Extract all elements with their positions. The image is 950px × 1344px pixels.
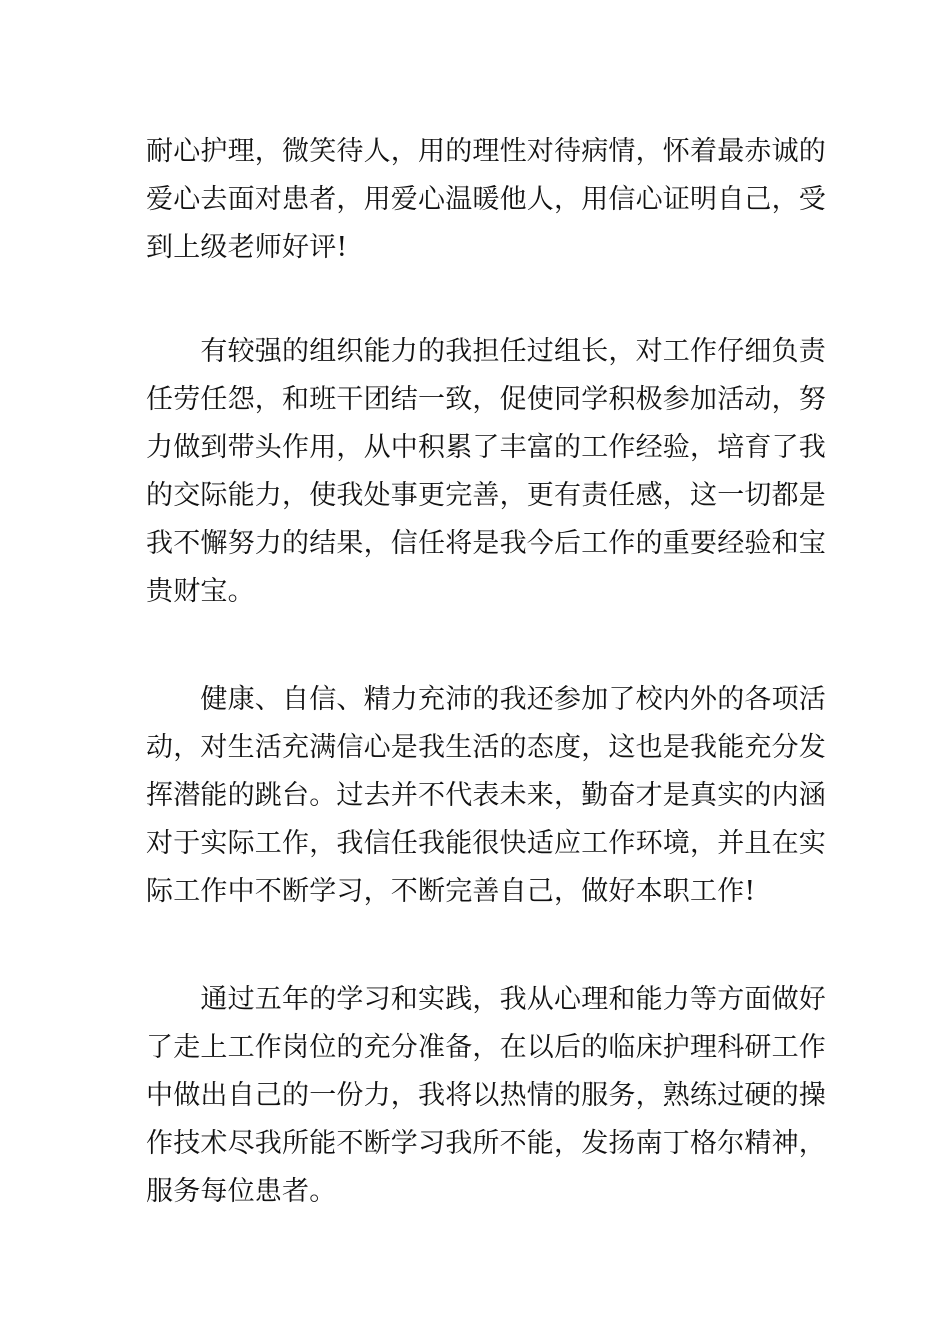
text-line: 中做出自己的一份力，我将以热情的服务，熟练过硬的操 [146, 1080, 826, 1111]
paragraph-1 [146, 128, 826, 272]
text-line: 动，对生活充满信心是我生活的态度，这也是我能充分发 [146, 732, 826, 763]
text-line: 健康、自信、精力充沛的我还参加了校内外的各项活 [146, 684, 826, 715]
text-line: 对于实际工作，我信任我能很快适应工作环境，并且在实 [146, 828, 826, 859]
text-line: 作技术尽我所能不断学习我所不能，发扬南丁格尔精神， [146, 1128, 826, 1159]
text-line: 耐心护理，微笑待人，用的理性对待病情，怀着最赤诚的 [146, 136, 826, 167]
text-line: 到上级老师好评! [146, 232, 348, 263]
text-line: 力做到带头作用，从中积累了丰富的工作经验，培育了我 [146, 432, 826, 463]
text-line: 我不懈努力的结果，信任将是我今后工作的重要经验和宝 [146, 528, 826, 559]
paragraph-3 [146, 676, 826, 916]
text-line: 通过五年的学习和实践，我从心理和能力等方面做好 [146, 984, 826, 1015]
text-line: 服务每位患者。 [146, 1176, 337, 1207]
paragraph-2 [146, 328, 826, 616]
text-line: 挥潜能的跳台。过去并不代表未来，勤奋才是真实的内涵 [146, 780, 826, 811]
text-line: 了走上工作岗位的充分准备，在以后的临床护理科研工作 [146, 1032, 826, 1063]
text-line: 爱心去面对患者，用爱心温暖他人，用信心证明自己，受 [146, 184, 826, 215]
text-line: 有较强的组织能力的我担任过组长，对工作仔细负责 [146, 336, 826, 367]
paragraph-4 [146, 976, 826, 1216]
text-line: 的交际能力，使我处事更完善，更有责任感，这一切都是 [146, 480, 826, 511]
text-line: 际工作中不断学习，不断完善自己，做好本职工作! [146, 876, 756, 907]
text-line: 贵财宝。 [146, 576, 255, 607]
text-line: 任劳任怨，和班干团结一致，促使同学积极参加活动，努 [146, 384, 826, 415]
